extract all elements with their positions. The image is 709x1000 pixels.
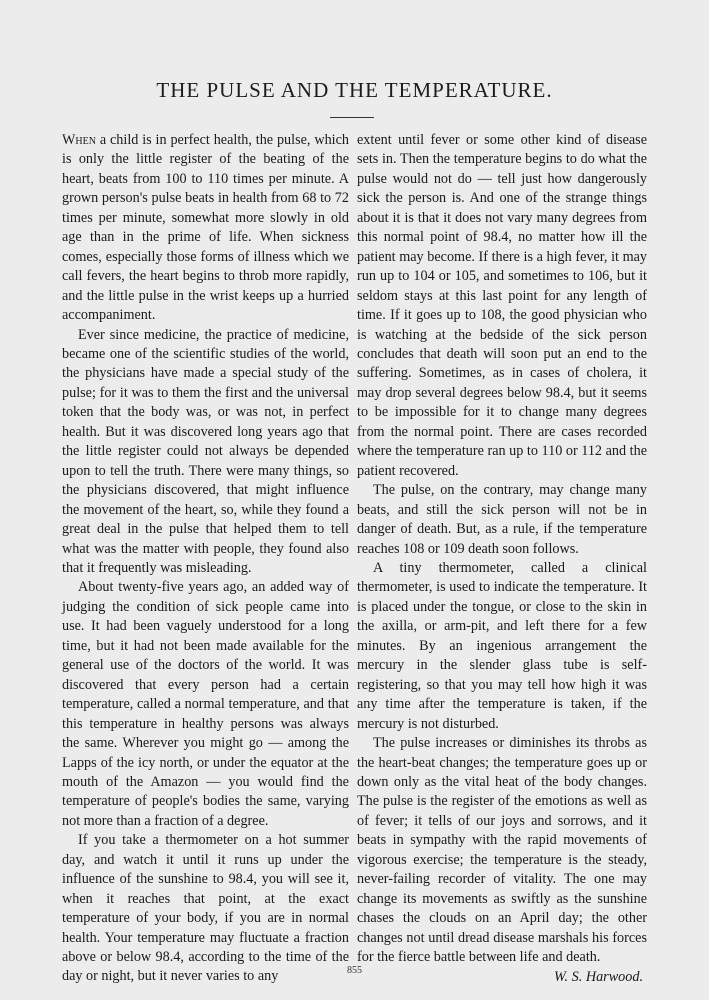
paragraph: About twenty-five years ago, an added way of judging the condition of sick people came into use. It had been vaguely understood for a long time, but it had not been made available for the general use of the doctors of the world. It was discovered that every person had a certain temperature, called a normal temperature, and that this temperature in healthy persons was always the same. Wherever you might go — among the Lapps of the icy north, or under the equator at the mouth of the Amazon — you would find the temperature of people's bodies the same, varying not more than a fraction of a degree.: [62, 579, 349, 829]
paragraph: [62, 131, 349, 326]
page-number: 855: [347, 965, 362, 976]
author-signature: W. S. Harwood.: [554, 969, 643, 986]
paragraph: Ever since medicine, the practice of medicine, became one of the scientific studies of the world, the physicians have made a special study of the pulse; for it was to them the first and the universal token that the body was, or was not, in perfect health. But it was discovered long years ago that the little register could not always be depended upon to tell the truth. There were many things, so the physicians discovered, that might influence the movement of the heart, so, while they found a great deal in the pulse that helped them to tell what was the matter with people, they found also that it frequently was misleading.: [62, 326, 349, 576]
left-column: [62, 131, 349, 987]
article-title: THE PULSE AND THE TEMPERATURE.: [156, 78, 553, 102]
paragraph: The pulse increases or diminishes its throbs as the heart-beat changes; the temperature goes up or down only as the vital heat of the body changes. The pulse is the register of the emotions as well as of fever; it tells of our joys and sorrows, and it beats in sympathy with the rapid movements of vigorous exercise; the temperature is the steady, never-failing recorder of vitality. The one may change its movements as swiftly as the sunshine chases the clouds on an April day; the other changes not until dread disease marshals his forces for the fierce battle between life and death.: [357, 735, 647, 966]
right-column: [357, 131, 647, 988]
title-rule: [330, 117, 374, 118]
paragraph: A tiny thermometer, called a clinical thermometer, is used to indicate the temperature. It is placed under the tongue, or close to the skin in the axilla, or arm-pit, and left there for a few minutes. By an ingenious arrangement the mercury in the slender glass tube is self-registering, so that you may tell how high it was any time after the temperature is taken, if the mercury is not disturbed.: [357, 559, 647, 732]
paragraph: If you take a thermometer on a hot summer day, and watch it until it runs up under the influence of the sunshine to 98.4, you will see it, when it reaches that point, at the exact temperature of your body, if you are in normal health. Your temperature may fluctuate a fraction above or below 98.4, according to the time of the day or night, but it never varies to any: [62, 832, 349, 985]
paragraph: The pulse, on the contrary, may change many beats, and still the sick person will not be in danger of death. But, as a rule, if the temperature reaches 108 or 109 death soon follows.: [357, 482, 647, 557]
paragraph-text: a child is in perfect health, the pulse, which is only the little register of the beating of the heart, beats from 100 to 110 times per minute. A grown person's pulse beats in health from 68 to 72 times per minute, somewhat more slowly in old age than in the prime of life. When sickness comes, especially those forms of illness which we call fevers, the heart begins to throb more rapidly, and the little pulse in the wrist keeps up a hurried accompaniment.: [62, 132, 349, 324]
paragraph: extent until fever or some other kind of disease sets in. Then the temperature begins to do what the pulse would not do — tell just how dangerously sick the person is. And one of the strange things about it is that it does not vary many degrees from this normal point of 98.4, no matter how ill the patient may become. If there is a high fever, it may run up to 104 or 105, and sometimes to 106, but it seldom stays at this last point for any length of time. If it goes up to 108, the good physician who is watching at the bedside of the sick person concludes that death will soon put an end to the suffering. Sometimes, as in cases of cholera, it may drop several degrees below 98.4, but it seems to be impossible for it to change many degrees from the normal point. There are cases recorded where the temperature ran up to 110 or 112 and the patient recovered.: [357, 132, 647, 479]
opening-word: When: [62, 132, 96, 148]
